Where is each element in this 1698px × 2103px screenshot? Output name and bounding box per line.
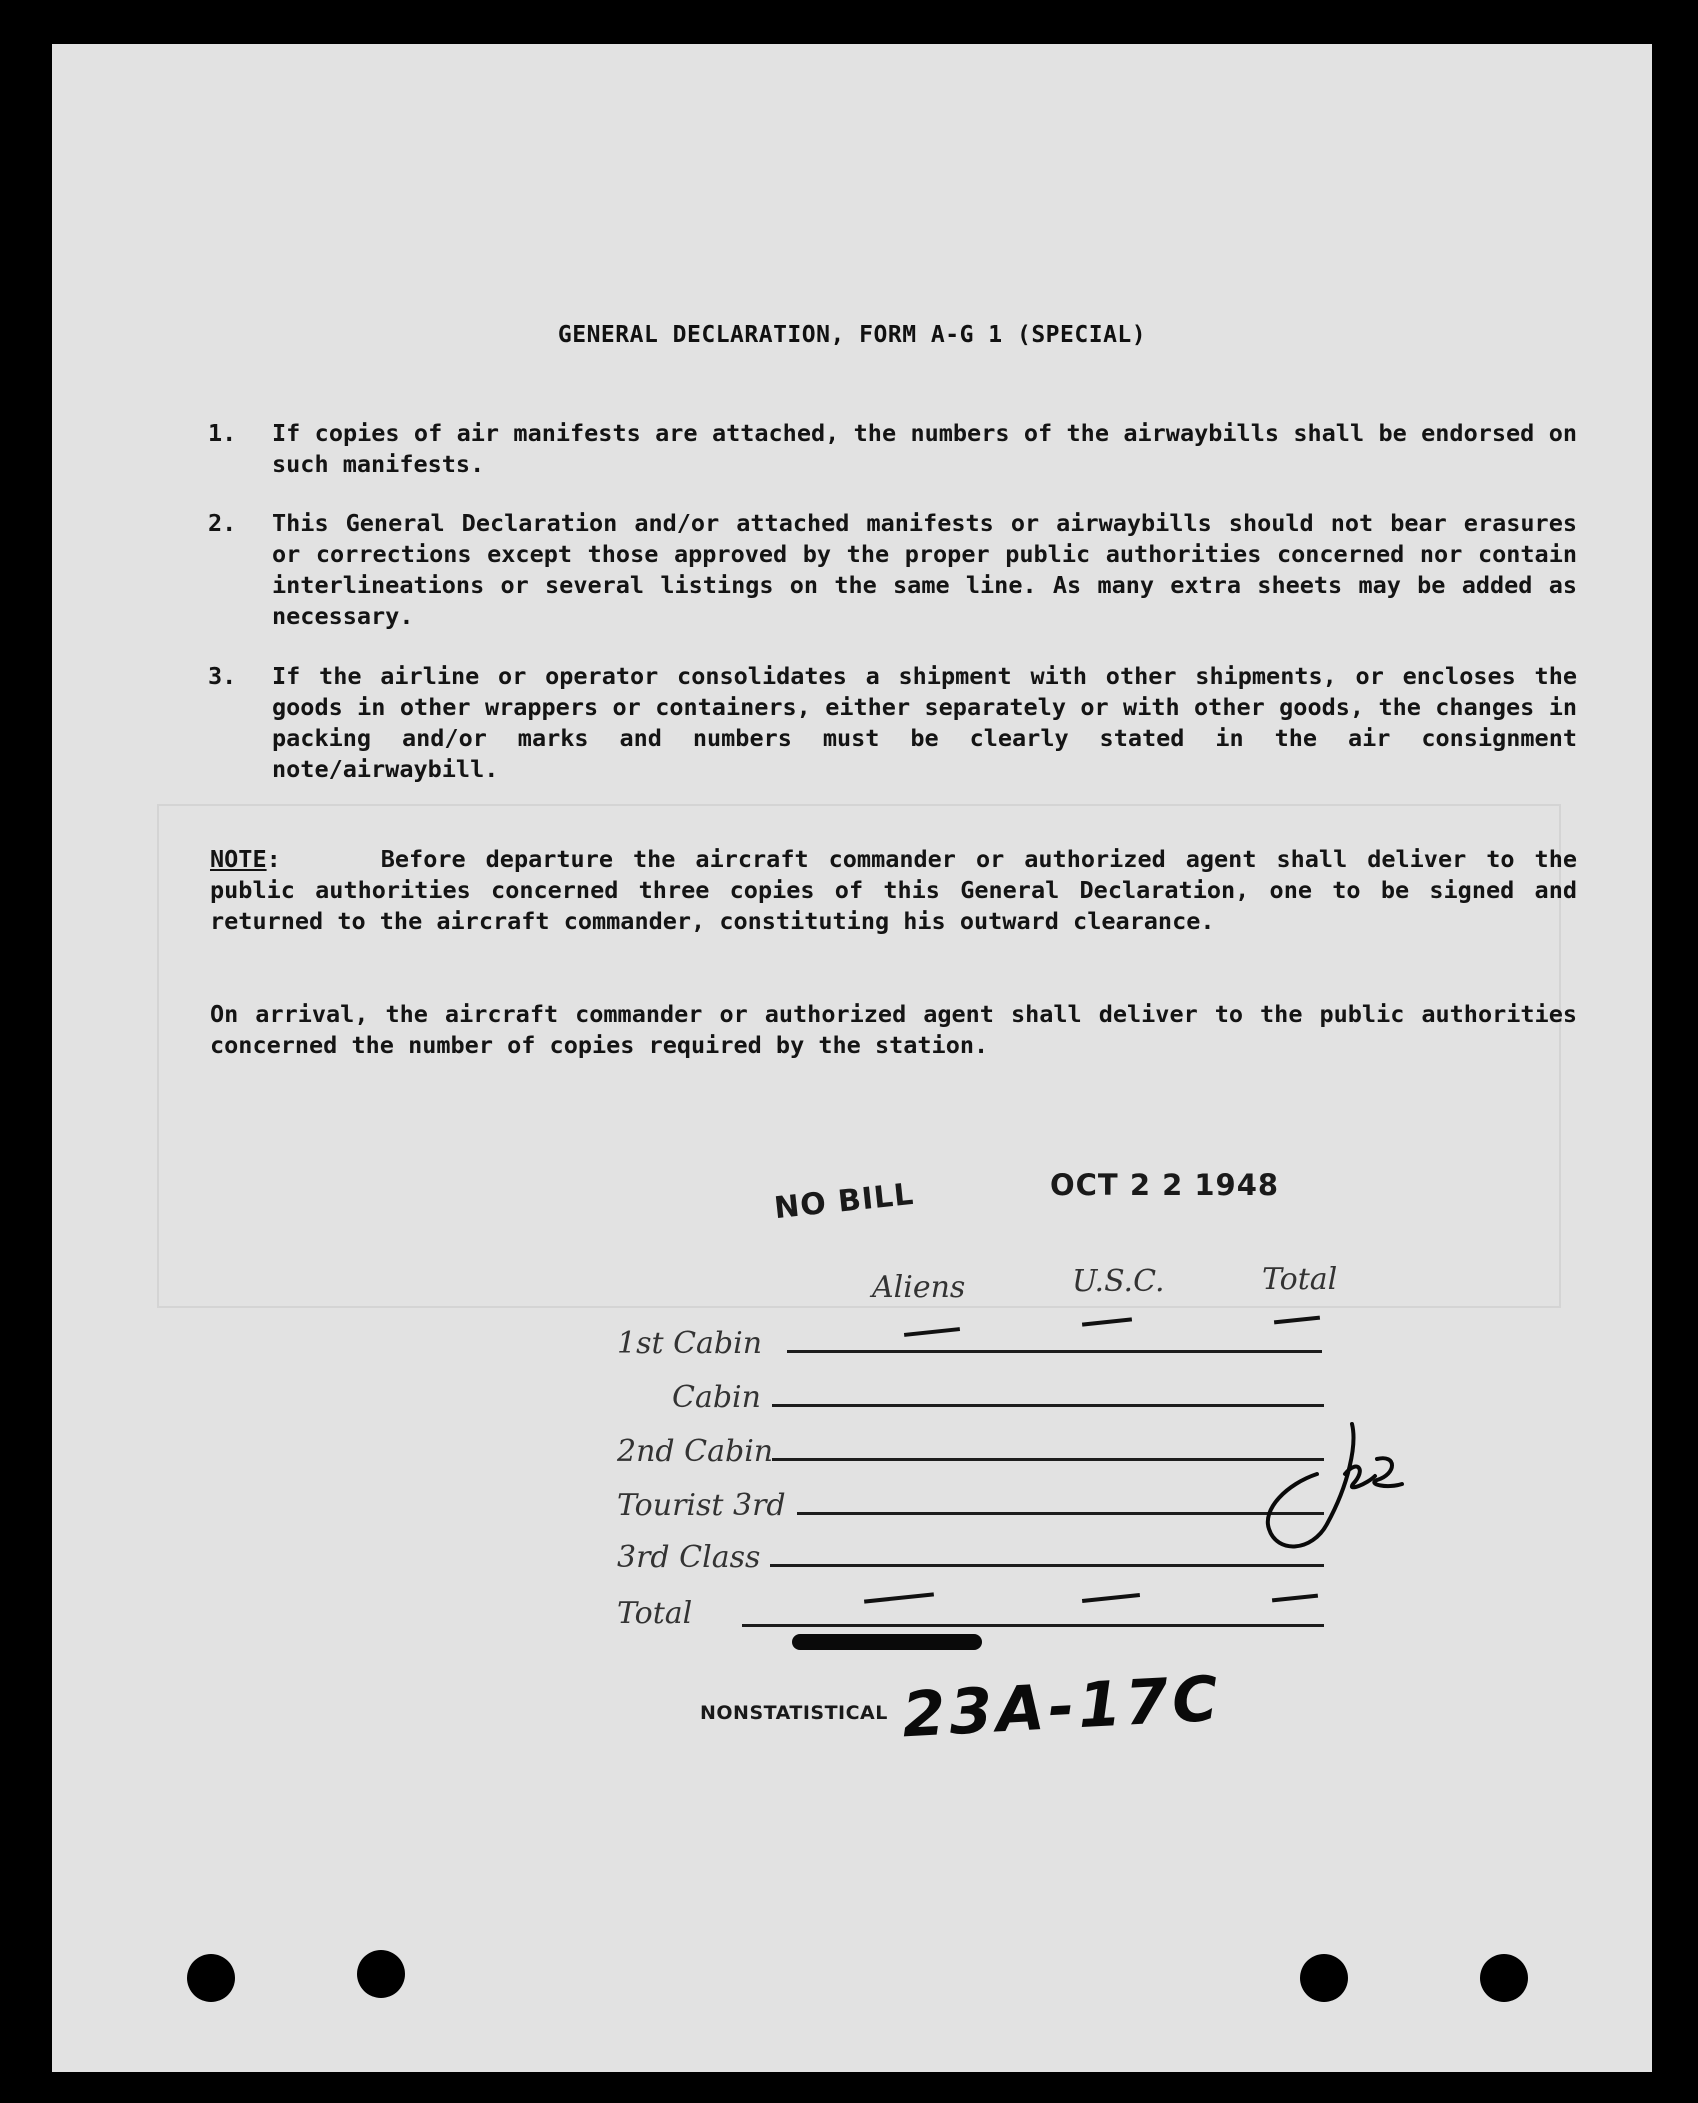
tally-line-5: [770, 1564, 1324, 1567]
tally-row-1st-cabin: 1st Cabin: [617, 1326, 763, 1361]
note-colon: :: [266, 845, 281, 873]
dash-usc-bottom: [1082, 1593, 1140, 1603]
item-text-3: If the airline or operator consolidates a shipment with other shipments, or encloses the goods in other wrappers or containers, either separately or with other goods, the changes in packing and/or marks and numbers must be clearly stated in the air consignment note/airwaybill.: [272, 662, 1577, 783]
form-title: GENERAL DECLARATION, FORM A-G 1 (SPECIAL): [557, 322, 1147, 348]
punch-hole-1: [187, 1954, 235, 2002]
tally-row-3rd-class: 3rd Class: [617, 1540, 761, 1575]
item-text-2: This General Declaration and/or attached manifests or airwaybills should not bear erasures or corrections except those approved by the proper public authorities concerned nor contain interlineations or several listings on the same line. As many extra sheets may be added as necessary.: [272, 509, 1577, 630]
tally-line-6: [742, 1624, 1324, 1627]
punch-hole-2: [357, 1950, 405, 1998]
note-text: Before departure the aircraft commander or authorized agent shall deliver to the public authorities concerned three copies of this General Declaration, one to be signed and returned to the aircraft commander, constituting his outward clearance.: [210, 845, 1577, 935]
dash-aliens-top: [904, 1327, 960, 1337]
nonstatistical-stamp: NONSTATISTICAL: [700, 1702, 888, 1724]
dash-total-top: [1274, 1316, 1320, 1325]
redaction-mark: [792, 1634, 982, 1650]
tally-line-3: [772, 1458, 1324, 1461]
punch-hole-4: [1480, 1954, 1528, 2002]
tally-row-cabin: Cabin: [672, 1380, 761, 1415]
arrival-paragraph: On arrival, the aircraft commander or authorized agent shall deliver to the public authorities concerned the number of copies required by the station.: [210, 1000, 1577, 1059]
tally-header-aliens: Aliens: [872, 1270, 966, 1305]
tally-row-total: Total: [617, 1596, 693, 1631]
item-number-2: 2.: [208, 509, 237, 537]
note-label: NOTE: [210, 845, 267, 873]
tally-header-total: Total: [1262, 1262, 1338, 1297]
date-stamp: OCT 2 2 1948: [1050, 1168, 1280, 1202]
item-number-1: 1.: [208, 419, 237, 447]
handwritten-file-number: 23A-17C: [900, 1661, 1224, 1752]
item-text-1: If copies of air manifests are attached, the numbers of the airwaybills shall be endorsed on such manifests.: [272, 419, 1577, 478]
tally-line-1: [787, 1350, 1322, 1353]
punch-hole-3: [1300, 1954, 1348, 2002]
item-number-3: 3.: [208, 662, 237, 690]
tally-header-usc: U.S.C.: [1072, 1264, 1165, 1299]
handwritten-initials-signature: [1257, 1414, 1417, 1564]
note-paragraph: [210, 844, 1577, 937]
tally-row-2nd-cabin: 2nd Cabin: [617, 1434, 774, 1469]
document-page: [52, 44, 1652, 2072]
tally-line-4: [797, 1512, 1324, 1515]
no-bill-stamp: NO BILL: [772, 1176, 916, 1227]
dash-usc-top: [1082, 1317, 1132, 1326]
tally-row-tourist-3rd: Tourist 3rd: [617, 1488, 786, 1523]
dash-total-bottom: [1272, 1594, 1318, 1603]
dash-aliens-bottom: [864, 1592, 934, 1603]
tally-line-2: [772, 1404, 1324, 1407]
